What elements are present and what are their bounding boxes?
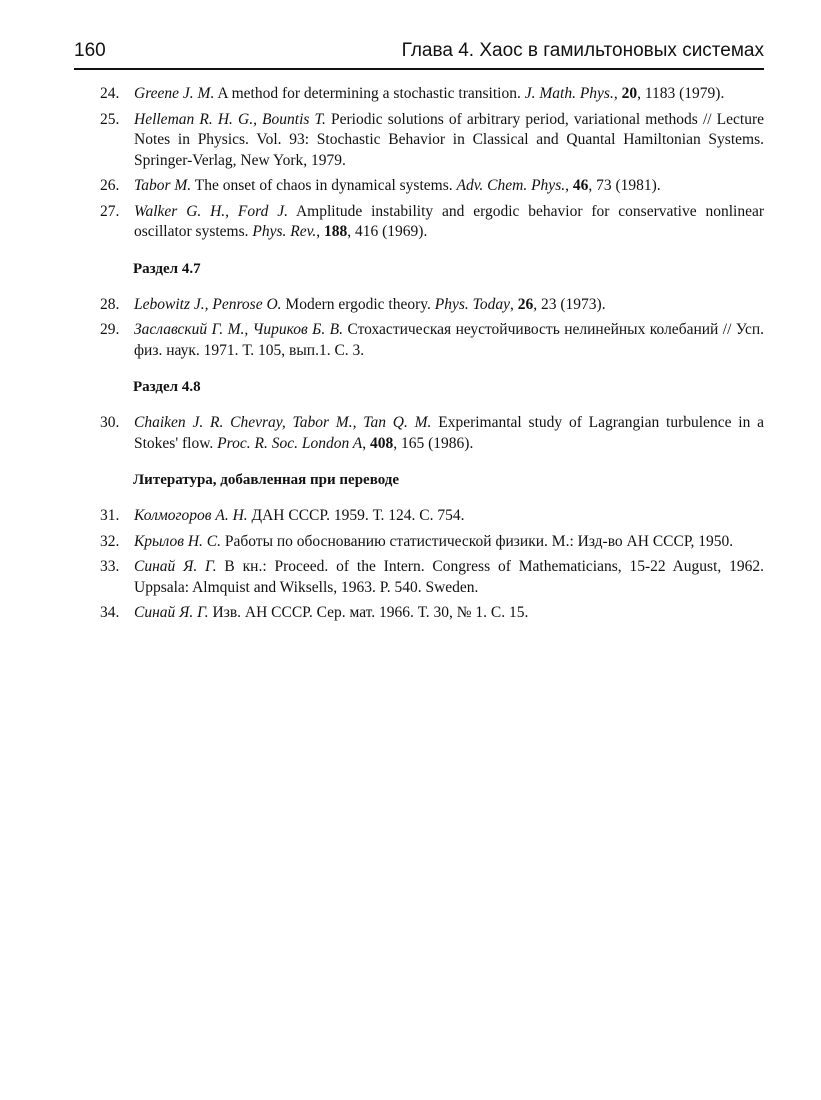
reference-separator: , <box>565 177 573 194</box>
reference-number: 25. <box>100 110 120 128</box>
reference-title: ДАН СССР. 1959. Т. 124. С. 754. <box>247 507 465 524</box>
reference-number: 28. <box>100 295 120 313</box>
reference-entry <box>100 413 764 454</box>
reference-title: Amplitude instability and ergodic behavior for conservative nonlinear oscillator systems. <box>134 202 765 240</box>
reference-number: 27. <box>100 202 120 220</box>
reference-title: Experimantal study of Lagrangian turbulence in a Stokes' flow. <box>134 414 764 452</box>
reference-title: Работы по обоснованию статистической физики. М.: Изд-во АН СССР, 1950. <box>221 532 734 550</box>
reference-authors: Greene J. M. <box>134 85 215 102</box>
reference-entry <box>100 532 764 553</box>
reference-group <box>100 295 764 362</box>
reference-title: Изв. АН СССР. Сер. мат. 1966. Т. 30, № 1. С. 15. <box>208 604 529 621</box>
reference-number: 24. <box>100 85 120 102</box>
reference-authors: Chaiken J. R. Chevray, Tabor M., Tan Q. M. <box>134 414 432 431</box>
reference-group <box>100 413 764 454</box>
reference-number: 31. <box>100 507 120 524</box>
reference-authors: Синай Я. Г. <box>134 604 209 621</box>
reference-title: Стохастическая неустойчивость нелинейных колебаний // Усп. физ. наук. 1971. Т. 105, вып.1. С. 3. <box>134 321 765 359</box>
reference-entry <box>100 320 764 361</box>
reference-volume: 20 <box>621 85 638 102</box>
reference-authors: Lebowitz J., Penrose O. <box>134 295 282 313</box>
reference-journal: Adv. Chem. Phys. <box>456 177 566 194</box>
reference-details: , 23 (1973). <box>533 295 606 313</box>
reference-number: 34. <box>100 604 120 621</box>
reference-separator: , <box>510 295 518 313</box>
reference-separator: , <box>362 434 371 452</box>
reference-authors: Колмогоров А. Н. <box>134 507 248 524</box>
reference-entry <box>100 176 764 197</box>
reference-title: В кн.: Proceed. of the Intern. Congress of Mathematicians, 15-22 August, 1962. Uppsala: Almquist and Wiksells, 1963. P. 540. Sweden. <box>134 558 764 596</box>
reference-number: 30. <box>100 414 120 431</box>
reference-authors: Крылов Н. С. <box>134 532 221 550</box>
reference-title: The onset of chaos in dynamical systems. <box>191 177 457 194</box>
section-heading-4-7: Раздел 4.7 <box>133 260 201 277</box>
reference-details: , 73 (1981). <box>588 177 661 194</box>
reference-separator: , <box>613 85 622 102</box>
reference-entry <box>100 603 764 624</box>
reference-entry <box>100 202 764 243</box>
reference-authors: Заславский Г. М., Чириков Б. В. <box>134 321 343 338</box>
reference-title: Modern ergodic theory. <box>281 295 435 313</box>
page-number: 160 <box>74 40 106 61</box>
reference-entry <box>100 557 764 598</box>
reference-authors: Walker G. H., Ford J. <box>134 202 288 220</box>
reference-entry <box>100 295 764 316</box>
reference-title: A method for determining a stochastic transition. <box>214 85 525 102</box>
reference-authors: Helleman R. H. G., Bountis T. <box>134 110 326 128</box>
reference-details: , 416 (1969). <box>347 223 428 240</box>
reference-number: 33. <box>100 558 120 575</box>
reference-authors: Синай Я. Г. <box>134 558 217 575</box>
reference-volume: 46 <box>572 177 589 194</box>
running-header <box>74 40 764 62</box>
reference-entry <box>100 506 764 527</box>
reference-title: Periodic solutions of arbitrary period, variational methods // Lecture Notes in Physics. Vol. 93: Stochastic Behavior in Classical and Quantal Hamiltonian Systems. Springer-Verlag, New York, 1979. <box>134 110 764 169</box>
reference-volume: 188 <box>324 223 348 240</box>
header-rule <box>74 68 764 70</box>
reference-group <box>100 506 764 624</box>
reference-journal: J. Math. Phys. <box>524 85 614 102</box>
reference-entry <box>100 110 764 172</box>
reference-journal: Phys. Today <box>434 295 510 313</box>
reference-details: , 165 (1986). <box>393 434 474 452</box>
reference-journal: Phys. Rev. <box>252 223 317 240</box>
reference-number: 26. <box>100 177 120 194</box>
reference-list <box>100 84 764 629</box>
reference-volume: 408 <box>370 434 394 452</box>
reference-number: 29. <box>100 321 120 338</box>
chapter-title: Глава 4. Хаос в гамильтоновых системах <box>401 40 764 61</box>
section-heading-translation: Литература, добавленная при переводе <box>133 472 400 488</box>
section-heading-4-8: Раздел 4.8 <box>133 379 201 395</box>
reference-separator: , <box>316 223 324 240</box>
reference-volume: 26 <box>517 295 534 313</box>
reference-details: , 1183 (1979). <box>637 85 725 102</box>
reference-entry <box>100 84 764 105</box>
reference-group <box>100 84 764 243</box>
reference-number: 32. <box>100 532 120 550</box>
reference-journal: Proc. R. Soc. London A <box>217 434 363 452</box>
reference-authors: Tabor M. <box>134 177 192 194</box>
